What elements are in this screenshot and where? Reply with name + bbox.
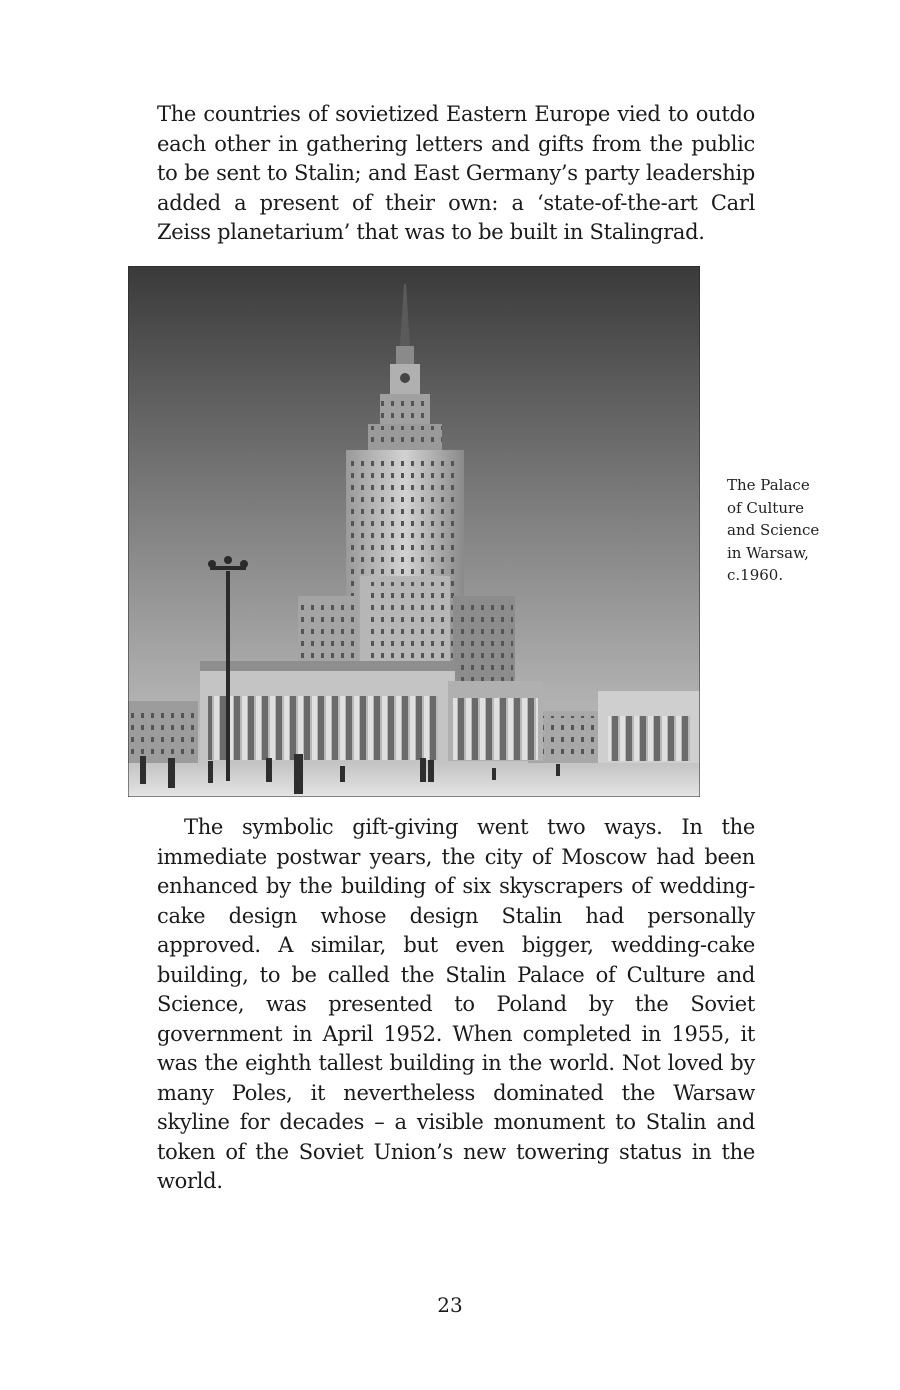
photo-caption [727, 474, 837, 587]
caption-line: The Palace [727, 476, 810, 494]
palace-of-culture-photo [128, 266, 700, 797]
page-number: 23 [437, 1293, 463, 1317]
caption-line: c.1960. [727, 566, 784, 584]
caption-line: of Culture [727, 498, 805, 517]
caption-line: in Warsaw, [727, 543, 809, 562]
body-paragraph-1: The countries of sovietized Eastern Europe vied to outdo each other in gathering letters and gifts from the public to be sent to Stalin; and East Germany’s party leadership added a present of their own: a ‘state-of-the-art Carl Zeiss planetarium’ that was to be built in Stalingrad. [157, 102, 755, 244]
body-paragraph-2: The symbolic gift-giving went two ways. In the immediate postwar years, the city of Moscow had been enhanced by the building of six skyscrapers of wedding-cake design whose design Stalin had personally approved. A similar, but even bigger, wedding-cake building, to be called the Stalin Palace of Culture and Science, was presented to Poland by the Soviet government in April 1952. When completed in 1955, it was the eighth tallest building in the world. Not loved by many Poles, it nevertheless dominated the Warsaw skyline for decades – a visible monument to Stalin and token of the Soviet Union’s new towering status in the world. [157, 815, 755, 1193]
caption-line: and Science [727, 521, 820, 539]
